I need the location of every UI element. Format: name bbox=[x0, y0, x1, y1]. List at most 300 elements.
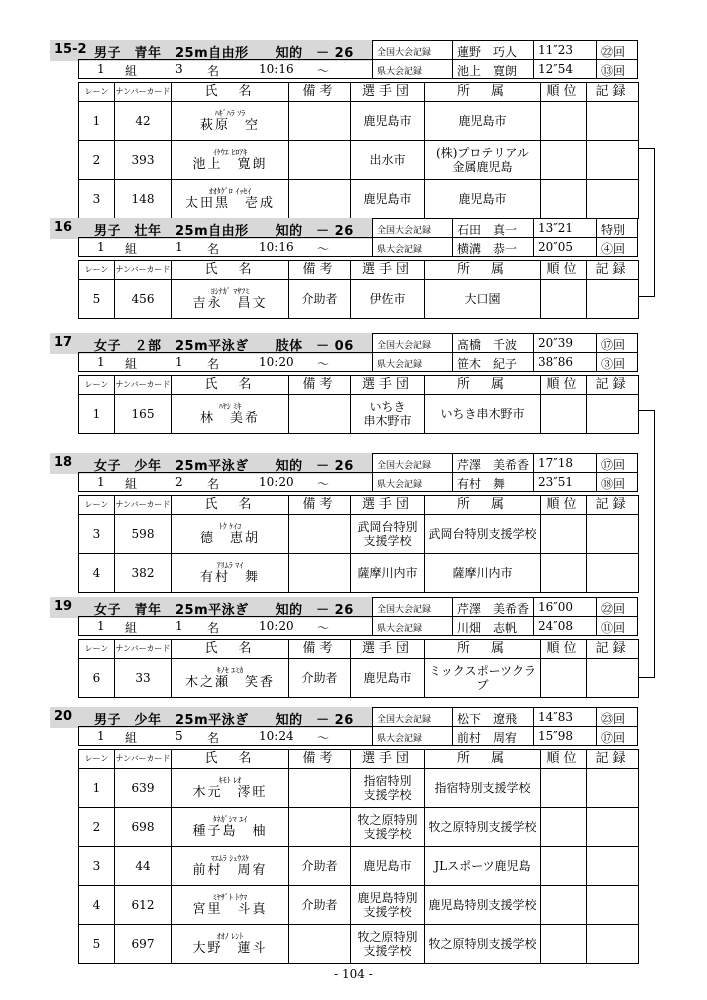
column-rank: 順位 bbox=[541, 496, 587, 515]
record-label: 全国大会記録 bbox=[377, 605, 432, 615]
athlete-name: 種子島 柚 bbox=[192, 823, 268, 839]
record-time: 24″08 bbox=[538, 619, 574, 633]
event-number: 20 bbox=[54, 709, 73, 724]
rank-cell bbox=[541, 280, 587, 319]
name-reading: ﾐﾔｻﾞﾄ ﾄｳﾏ bbox=[212, 892, 248, 902]
affiliation-cell: 大口園 bbox=[425, 280, 541, 319]
divider bbox=[533, 41, 534, 59]
divider bbox=[533, 473, 534, 491]
bib-cell: 42 bbox=[115, 102, 172, 141]
time-tilde: ～ bbox=[317, 477, 330, 491]
column-lane: レーン bbox=[79, 496, 115, 515]
column-header-row bbox=[79, 83, 639, 102]
table-row bbox=[79, 280, 639, 319]
divider bbox=[452, 60, 453, 78]
affiliation-cell: ミックスポーツクラブ bbox=[425, 659, 541, 698]
athlete-name: 有村 舞 bbox=[199, 569, 260, 585]
divider bbox=[533, 219, 534, 237]
name-cell bbox=[172, 554, 289, 593]
start-time: 10:20 bbox=[259, 619, 294, 633]
divider bbox=[533, 708, 534, 726]
start-time: 10:20 bbox=[259, 355, 294, 369]
record-label: 県大会記録 bbox=[377, 624, 423, 634]
page-number: - 104 - bbox=[334, 967, 373, 981]
name-reading: ｵｵﾀｸﾞﾛ ｲｯｾｲ bbox=[208, 186, 252, 196]
name-cell bbox=[172, 141, 289, 180]
lane-cell: 4 bbox=[79, 886, 115, 925]
entry-count: 2 bbox=[175, 475, 183, 489]
team-cell: 出水市 bbox=[351, 141, 425, 180]
name-cell bbox=[172, 925, 289, 964]
event-title: 男子 少年 25m平泳ぎ 知的 － 26 bbox=[94, 713, 354, 728]
name-reading: ﾖｼﾅｶﾞ ﾏｻﾌﾐ bbox=[210, 286, 250, 296]
rank-cell bbox=[541, 847, 587, 886]
record-time: 11″23 bbox=[538, 43, 574, 57]
group-number: 1 bbox=[97, 355, 105, 369]
record-edition: ㉒回 bbox=[601, 602, 626, 616]
group-number: 1 bbox=[97, 475, 105, 489]
entry-count: 1 bbox=[175, 355, 183, 369]
column-team: 選手団 bbox=[351, 261, 425, 280]
note-cell: 介助者 bbox=[289, 886, 351, 925]
table-row bbox=[79, 515, 639, 554]
event-block bbox=[50, 597, 638, 692]
national-record bbox=[372, 40, 638, 60]
column-lane: レーン bbox=[79, 750, 115, 769]
column-team: 選手団 bbox=[351, 376, 425, 395]
record-label: 全国大会記録 bbox=[377, 341, 432, 351]
column-affil: 所 属 bbox=[425, 750, 541, 769]
note-cell bbox=[289, 554, 351, 593]
divider bbox=[452, 727, 453, 745]
name-reading: ﾀﾈｶﾞｼﾏ ﾕｲ bbox=[212, 814, 248, 824]
group-info bbox=[78, 59, 372, 79]
column-header-row bbox=[79, 261, 639, 280]
lane-cell: 1 bbox=[79, 102, 115, 141]
start-time: 10:16 bbox=[259, 240, 294, 254]
divider bbox=[596, 334, 597, 352]
record-time: 20″39 bbox=[538, 336, 574, 350]
column-affil: 所 属 bbox=[425, 496, 541, 515]
entry-label: 名 bbox=[207, 64, 220, 78]
team-cell: 牧之原特別 支援学校 bbox=[351, 808, 425, 847]
name-cell bbox=[172, 808, 289, 847]
record-holder: 笹木 紀子 bbox=[457, 357, 518, 371]
name-cell bbox=[172, 847, 289, 886]
national-record bbox=[372, 218, 638, 238]
table-row bbox=[79, 847, 639, 886]
divider bbox=[596, 454, 597, 472]
record-time: 14″83 bbox=[538, 710, 574, 724]
divider bbox=[452, 473, 453, 491]
group-info bbox=[78, 726, 372, 746]
note-cell bbox=[289, 808, 351, 847]
event-block bbox=[50, 453, 638, 585]
divider bbox=[596, 473, 597, 491]
column-lane: レーン bbox=[79, 376, 115, 395]
column-name: 氏 名 bbox=[172, 640, 289, 659]
group-label: 組 bbox=[125, 621, 138, 635]
divider bbox=[533, 238, 534, 256]
group-number: 1 bbox=[97, 240, 105, 254]
divider bbox=[596, 60, 597, 78]
athlete-name: 木元 澪旺 bbox=[192, 784, 268, 800]
column-record: 記録 bbox=[587, 640, 639, 659]
rank-cell bbox=[541, 395, 587, 434]
time-tilde: ～ bbox=[317, 731, 330, 745]
prefecture-record bbox=[372, 352, 638, 372]
event-number: 16 bbox=[54, 220, 73, 235]
divider bbox=[452, 41, 453, 59]
record-holder: 石田 真一 bbox=[457, 223, 518, 237]
affiliation-cell: 指宿特別支援学校 bbox=[425, 769, 541, 808]
team-cell: 武岡台特別 支援学校 bbox=[351, 515, 425, 554]
bib-cell: 612 bbox=[115, 886, 172, 925]
athlete-name: 大野 蓮斗 bbox=[192, 940, 268, 956]
event-block bbox=[50, 333, 638, 428]
national-record bbox=[372, 597, 638, 617]
column-name: 氏 名 bbox=[172, 750, 289, 769]
divider bbox=[596, 238, 597, 256]
rank-cell bbox=[541, 141, 587, 180]
divider bbox=[596, 353, 597, 371]
event-title: 女子 青年 25m平泳ぎ 知的 － 26 bbox=[94, 603, 354, 618]
table-row bbox=[79, 808, 639, 847]
record-edition: ⑪回 bbox=[601, 621, 626, 635]
column-record: 記録 bbox=[587, 261, 639, 280]
record-edition: ⑬回 bbox=[601, 64, 626, 78]
bib-cell: 639 bbox=[115, 769, 172, 808]
record-label: 全国大会記録 bbox=[377, 226, 432, 236]
rank-cell bbox=[541, 554, 587, 593]
entry-table bbox=[78, 260, 639, 319]
entry-label: 名 bbox=[207, 621, 220, 635]
event-number: 17 bbox=[54, 335, 73, 350]
bib-cell: 598 bbox=[115, 515, 172, 554]
name-reading: ﾊｷﾞﾊﾗ ｿﾗ bbox=[214, 108, 246, 118]
record-cell bbox=[587, 102, 639, 141]
start-time: 10:20 bbox=[259, 475, 294, 489]
record-time: 12″54 bbox=[538, 62, 574, 76]
column-team: 選手団 bbox=[351, 640, 425, 659]
column-name: 氏 名 bbox=[172, 496, 289, 515]
divider bbox=[533, 598, 534, 616]
divider bbox=[533, 334, 534, 352]
record-label: 全国大会記録 bbox=[377, 48, 432, 58]
team-cell: 薩摩川内市 bbox=[351, 554, 425, 593]
column-rank: 順位 bbox=[541, 640, 587, 659]
note-cell bbox=[289, 515, 351, 554]
name-reading: ｲｹｳｴ ﾋﾛｱｷ bbox=[212, 147, 248, 157]
start-time: 10:16 bbox=[259, 62, 294, 76]
column-note: 備考 bbox=[289, 640, 351, 659]
record-holder: 川畑 志帆 bbox=[457, 621, 518, 635]
record-edition: ⑰回 bbox=[601, 731, 626, 745]
column-affil: 所 属 bbox=[425, 640, 541, 659]
record-holder: 池上 寛朗 bbox=[457, 64, 518, 78]
event-title: 女子 ２部 25m平泳ぎ 肢体 － 06 bbox=[94, 339, 354, 354]
column-affil: 所 属 bbox=[425, 261, 541, 280]
affiliation-cell: 牧之原特別支援学校 bbox=[425, 925, 541, 964]
entry-table bbox=[78, 82, 639, 219]
team-cell: 鹿児島特別 支援学校 bbox=[351, 886, 425, 925]
athlete-name: 林 美希 bbox=[199, 410, 260, 426]
national-record bbox=[372, 453, 638, 473]
column-note: 備考 bbox=[289, 496, 351, 515]
lane-cell: 1 bbox=[79, 769, 115, 808]
group-label: 組 bbox=[125, 357, 138, 371]
lane-cell: 2 bbox=[79, 141, 115, 180]
column-bib: ナンバーカード bbox=[115, 640, 172, 659]
entry-table bbox=[78, 375, 639, 434]
prefecture-record bbox=[372, 726, 638, 746]
column-team: 選手団 bbox=[351, 496, 425, 515]
entry-count: 1 bbox=[175, 619, 183, 633]
name-cell bbox=[172, 395, 289, 434]
lane-cell: 2 bbox=[79, 808, 115, 847]
prefecture-record bbox=[372, 59, 638, 79]
record-holder: 芹澤 美希香 bbox=[457, 602, 530, 616]
lane-cell: 4 bbox=[79, 554, 115, 593]
record-holder: 芹澤 美希香 bbox=[457, 458, 530, 472]
time-tilde: ～ bbox=[317, 621, 330, 635]
national-record bbox=[372, 333, 638, 353]
group-label: 組 bbox=[125, 242, 138, 256]
team-cell: 鹿児島市 bbox=[351, 102, 425, 141]
divider bbox=[596, 41, 597, 59]
column-name: 氏 名 bbox=[172, 83, 289, 102]
affiliation-cell: 牧之原特別支援学校 bbox=[425, 808, 541, 847]
record-time: 20″05 bbox=[538, 240, 574, 254]
record-edition: ⑱回 bbox=[601, 477, 626, 491]
bib-cell: 393 bbox=[115, 141, 172, 180]
table-row bbox=[79, 180, 639, 219]
group-info bbox=[78, 616, 372, 636]
record-time: 23″51 bbox=[538, 475, 574, 489]
name-cell bbox=[172, 515, 289, 554]
rank-cell bbox=[541, 886, 587, 925]
note-cell: 介助者 bbox=[289, 659, 351, 698]
record-edition: 特別 bbox=[601, 223, 626, 237]
column-note: 備考 bbox=[289, 376, 351, 395]
name-reading: ﾏｴﾑﾗ ｼｭｳｽｹ bbox=[210, 853, 250, 863]
divider bbox=[533, 727, 534, 745]
athlete-name: 德 恵胡 bbox=[199, 530, 260, 546]
group-label: 組 bbox=[125, 731, 138, 745]
column-record: 記録 bbox=[587, 83, 639, 102]
name-reading: ﾊﾔｼ ﾐｷ bbox=[218, 401, 242, 411]
column-note: 備考 bbox=[289, 750, 351, 769]
divider bbox=[452, 353, 453, 371]
record-holder: 蓮野 巧人 bbox=[457, 45, 518, 59]
record-edition: ㉓回 bbox=[601, 712, 626, 726]
table-row bbox=[79, 395, 639, 434]
name-reading: ｷﾉｾ ｴﾐｶ bbox=[216, 665, 244, 675]
group-info bbox=[78, 472, 372, 492]
athlete-name: 吉永 昌文 bbox=[192, 295, 268, 311]
name-cell bbox=[172, 280, 289, 319]
name-reading: ﾄｸ ｹｲｺ bbox=[218, 521, 242, 531]
column-bib: ナンバーカード bbox=[115, 496, 172, 515]
name-cell bbox=[172, 769, 289, 808]
start-time: 10:24 bbox=[259, 729, 294, 743]
entry-count: 3 bbox=[175, 62, 183, 76]
team-cell: 鹿児島市 bbox=[351, 659, 425, 698]
event-block bbox=[50, 40, 638, 211]
divider bbox=[452, 617, 453, 635]
rank-cell bbox=[541, 808, 587, 847]
column-lane: レーン bbox=[79, 261, 115, 280]
record-label: 県大会記録 bbox=[377, 480, 423, 490]
column-rank: 順位 bbox=[541, 750, 587, 769]
record-cell bbox=[587, 515, 639, 554]
event-block bbox=[50, 707, 638, 958]
heat-bracket bbox=[638, 148, 655, 297]
divider bbox=[533, 454, 534, 472]
column-lane: レーン bbox=[79, 83, 115, 102]
record-cell bbox=[587, 395, 639, 434]
entry-table bbox=[78, 495, 639, 593]
rank-cell bbox=[541, 180, 587, 219]
group-number: 1 bbox=[97, 619, 105, 633]
record-holder: 松下 遼飛 bbox=[457, 712, 518, 726]
team-cell: 指宿特別 支援学校 bbox=[351, 769, 425, 808]
bib-cell: 456 bbox=[115, 280, 172, 319]
record-label: 全国大会記録 bbox=[377, 461, 432, 471]
divider bbox=[452, 238, 453, 256]
record-holder: 髙橋 千波 bbox=[457, 338, 518, 352]
event-number: 18 bbox=[54, 455, 73, 470]
record-cell bbox=[587, 769, 639, 808]
divider bbox=[533, 60, 534, 78]
column-lane: レーン bbox=[79, 640, 115, 659]
affiliation-cell: JLスポーツ鹿児島 bbox=[425, 847, 541, 886]
table-row bbox=[79, 659, 639, 698]
prefecture-record bbox=[372, 237, 638, 257]
record-edition: ③回 bbox=[601, 357, 626, 371]
column-header-row bbox=[79, 640, 639, 659]
record-edition: ④回 bbox=[601, 242, 626, 256]
divider bbox=[596, 617, 597, 635]
group-number: 1 bbox=[97, 62, 105, 76]
record-time: 16″00 bbox=[538, 600, 574, 614]
rank-cell bbox=[541, 515, 587, 554]
rank-cell bbox=[541, 659, 587, 698]
athlete-name: 木之瀬 笑香 bbox=[184, 674, 275, 690]
record-cell bbox=[587, 659, 639, 698]
divider bbox=[452, 598, 453, 616]
column-bib: ナンバーカード bbox=[115, 376, 172, 395]
entry-label: 名 bbox=[207, 242, 220, 256]
record-edition: ⑰回 bbox=[601, 458, 626, 472]
lane-cell: 3 bbox=[79, 180, 115, 219]
affiliation-cell: 鹿児島市 bbox=[425, 180, 541, 219]
column-team: 選手団 bbox=[351, 750, 425, 769]
event-title: 男子 壮年 25m自由形 知的 － 26 bbox=[94, 224, 354, 239]
athlete-name: 萩原 空 bbox=[199, 117, 260, 133]
column-affil: 所 属 bbox=[425, 83, 541, 102]
bib-cell: 148 bbox=[115, 180, 172, 219]
record-time: 15″98 bbox=[538, 729, 574, 743]
note-cell bbox=[289, 769, 351, 808]
prefecture-record bbox=[372, 616, 638, 636]
entry-label: 名 bbox=[207, 477, 220, 491]
divider bbox=[452, 219, 453, 237]
lane-cell: 5 bbox=[79, 925, 115, 964]
divider bbox=[452, 454, 453, 472]
record-cell bbox=[587, 886, 639, 925]
affiliation-cell: いちき串木野市 bbox=[425, 395, 541, 434]
rank-cell bbox=[541, 102, 587, 141]
name-cell bbox=[172, 102, 289, 141]
record-label: 県大会記録 bbox=[377, 360, 423, 370]
column-name: 氏 名 bbox=[172, 376, 289, 395]
record-cell bbox=[587, 141, 639, 180]
athlete-name: 宮里 斗真 bbox=[192, 901, 268, 917]
lane-cell: 6 bbox=[79, 659, 115, 698]
record-cell bbox=[587, 180, 639, 219]
lane-cell: 3 bbox=[79, 847, 115, 886]
affiliation-cell: 武岡台特別支援学校 bbox=[425, 515, 541, 554]
group-number: 1 bbox=[97, 729, 105, 743]
national-record bbox=[372, 707, 638, 727]
divider bbox=[596, 598, 597, 616]
divider bbox=[452, 334, 453, 352]
divider bbox=[533, 353, 534, 371]
record-cell bbox=[587, 925, 639, 964]
rank-cell bbox=[541, 925, 587, 964]
column-header-row bbox=[79, 496, 639, 515]
column-header-row bbox=[79, 750, 639, 769]
note-cell bbox=[289, 102, 351, 141]
record-cell bbox=[587, 847, 639, 886]
group-info bbox=[78, 352, 372, 372]
note-cell bbox=[289, 180, 351, 219]
team-cell: 伊佐市 bbox=[351, 280, 425, 319]
column-bib: ナンバーカード bbox=[115, 750, 172, 769]
record-time: 17″18 bbox=[538, 456, 574, 470]
name-cell bbox=[172, 180, 289, 219]
column-affil: 所 属 bbox=[425, 376, 541, 395]
group-label: 組 bbox=[125, 64, 138, 78]
event-title: 女子 少年 25m平泳ぎ 知的 － 26 bbox=[94, 459, 354, 474]
name-reading: ｷﾓﾄ ﾚｵ bbox=[218, 775, 242, 785]
record-label: 県大会記録 bbox=[377, 67, 423, 77]
column-record: 記録 bbox=[587, 376, 639, 395]
affiliation-cell: (株)プロテリアル 金属鹿児島 bbox=[425, 141, 541, 180]
entry-count: 5 bbox=[175, 729, 183, 743]
column-bib: ナンバーカード bbox=[115, 261, 172, 280]
record-holder: 有村 舞 bbox=[457, 477, 506, 491]
column-rank: 順位 bbox=[541, 83, 587, 102]
group-info bbox=[78, 237, 372, 257]
bib-cell: 33 bbox=[115, 659, 172, 698]
time-tilde: ～ bbox=[317, 242, 330, 256]
table-row bbox=[79, 769, 639, 808]
record-edition: ㉒回 bbox=[601, 45, 626, 59]
divider bbox=[452, 708, 453, 726]
affiliation-cell: 鹿児島市 bbox=[425, 102, 541, 141]
bib-cell: 382 bbox=[115, 554, 172, 593]
prefecture-record bbox=[372, 472, 638, 492]
column-team: 選手団 bbox=[351, 83, 425, 102]
name-reading: ｱﾘﾑﾗ ﾏｲ bbox=[216, 560, 244, 570]
column-bib: ナンバーカード bbox=[115, 83, 172, 102]
group-label: 組 bbox=[125, 477, 138, 491]
event-block bbox=[50, 218, 638, 311]
event-number: 15-2 bbox=[54, 42, 87, 57]
team-cell: いちき 串木野市 bbox=[351, 395, 425, 434]
